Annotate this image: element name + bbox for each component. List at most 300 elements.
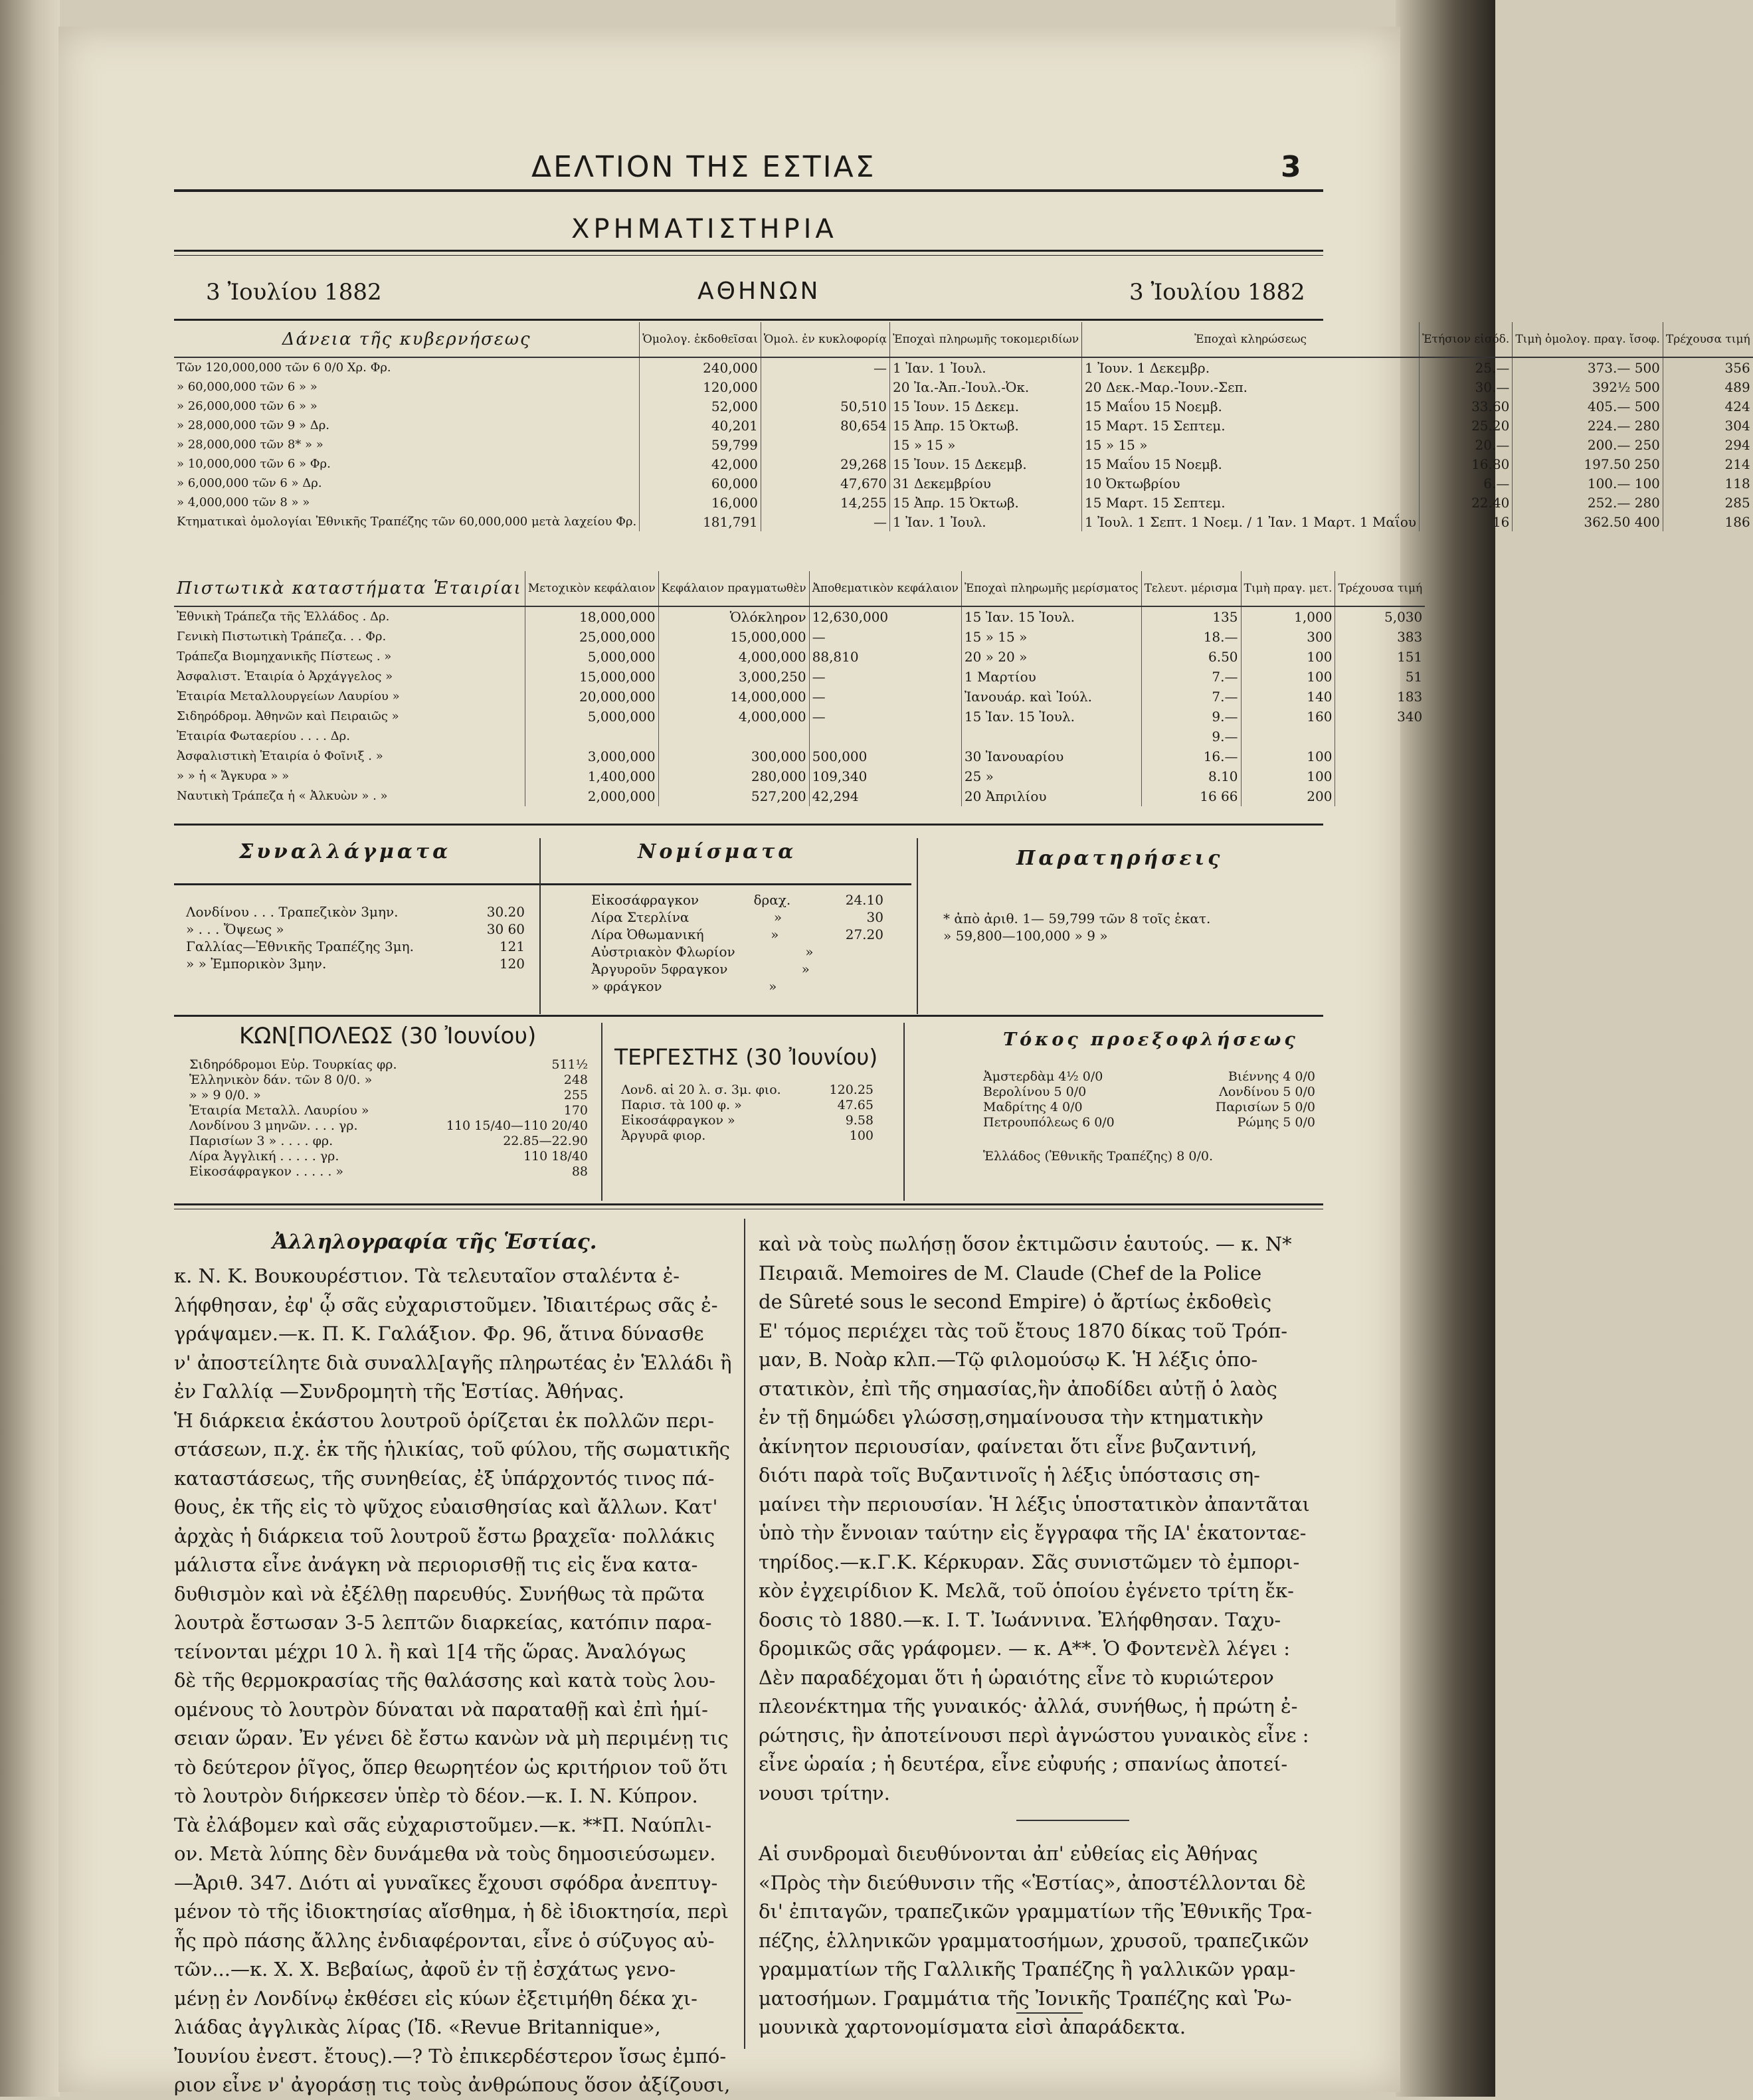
coins-list (591, 891, 883, 995)
item-label: » » 9 0/0. » (189, 1088, 261, 1102)
item-value: Βιέννης 4 0/0 (1228, 1069, 1315, 1084)
item-label: Λονδίνου . . . Τραπεζικὸν 3μην. (186, 904, 399, 920)
table-row (174, 474, 1753, 493)
text-line: Ἰουνίου ἐνεστ. ἔτους).—? Τὸ ἐπικερδέστερον ἴσως ἐμπό- (174, 2044, 727, 2067)
table-cell: 1 Ἰαν. 1 Ἰουλ. (890, 357, 1082, 377)
exchange-rates (186, 903, 525, 972)
item-label: Μαδρίτης 4 0/0 (983, 1100, 1083, 1114)
text-line: κ. Ν. Κ. Βουκουρέστιον. Τὰ τελευταῖον σταλέντα ἐ- (174, 1265, 680, 1287)
item-value: 120 (499, 956, 525, 972)
exchange-rate-row (186, 920, 525, 938)
item-label: Λίρα Ὀθωμανική (591, 926, 704, 942)
table-cell: — (761, 512, 889, 531)
text-line: καὶ νὰ τοὺς πωλήσῃ ὅσον ἐκτιμῶσιν ἑαυτούς. — κ. Ν* (759, 1233, 1292, 1255)
table-cell: 197.50 250 (1513, 454, 1663, 474)
item-label: Γαλλίας—Ἐθνικῆς Τραπέζης 3μη. (186, 938, 414, 954)
table-row (174, 435, 1753, 454)
table-cell: 489 (1663, 377, 1752, 396)
exchange-rates-title: Συναλλάγματα (239, 840, 452, 863)
table-cell: — (809, 707, 961, 727)
quote-row (621, 1113, 874, 1128)
table-cell: » 6,000,000 τῶν 6 » Δρ. (177, 476, 322, 490)
table-row (174, 454, 1753, 474)
book-spine (0, 0, 60, 2097)
table-cell: 20.— (1420, 435, 1513, 454)
table-cell: 8.10 (1141, 766, 1241, 786)
table-cell (761, 435, 889, 454)
column-header: Τιμὴ ὁμολογ. πραγ. ἴσοφ. (1513, 322, 1663, 357)
text-line: τῶν...—κ. Χ. Χ. Βεβαίως, ἀφοῦ ἐν τῇ ἐσχάτως γενο- (174, 1958, 676, 1980)
text-line: δοσις τὸ 1880.—κ. Ι. Τ. Ἰωάννινα. Ἐλήφθησαν. Ταχυ- (759, 1608, 1281, 1631)
table-cell: » 60,000,000 τῶν 6 » » (177, 379, 318, 394)
text-line: θους, ἐκ τῆς εἰς τὸ ψῦχος εὐαισθησίας καὶ ἄλλων. Κατ' (174, 1496, 718, 1518)
trieste-list (621, 1083, 874, 1144)
table-cell: 60,000 (640, 474, 761, 493)
table-header-row (174, 571, 1425, 606)
table-cell: 1 Ἰουλ. 1 Σεπτ. 1 Νοεμ. / 1 Ἰαν. 1 Μαρτ. 1 Μαΐου (1082, 512, 1420, 531)
table-cell: 33.60 (1420, 396, 1513, 416)
text-line: Ἡ διάρκεια ἑκάστου λουτροῦ ὁρίζεται ἐκ πολλῶν περι- (174, 1409, 714, 1432)
text-line: Τὰ ἐλάβομεν καὶ σᾶς εὐχαριστοῦμεν.—κ. **Π. Ναύπλι- (174, 1813, 712, 1836)
table-cell: 20 Ἰα.-Ἀπ.-Ἰουλ.-Ὀκ. (890, 377, 1082, 396)
table-cell: 20 » 20 » (961, 647, 1141, 667)
table-cell: 25 » (961, 766, 1141, 786)
item-value: 121 (499, 938, 525, 954)
table-cell: — (809, 687, 961, 707)
discount-footer: Ἑλλάδος (Ἐθνικῆς Τραπέζης) 8 0/0. (983, 1149, 1213, 1164)
table-cell: Ἀσφαλιστικὴ Ἑταιρία ὁ Φοῖνιξ . » (177, 749, 383, 763)
text-line: τείνονται μέχρι 10 λ. ἢ καὶ 1[4 τῆς ὥρας. Ἀναλόγως (174, 1640, 686, 1663)
quote-row (189, 1149, 588, 1164)
text-line: ἀρχὰς ἡ διάρκεια τοῦ λουτροῦ ἔστω βραχεῖα· πολλάκις (174, 1524, 715, 1547)
text-line: νουσι τρίτην. (759, 1781, 890, 1804)
table-cell: 4,000,000 (658, 707, 809, 727)
quote-row (189, 1103, 588, 1118)
table-cell: 285 (1663, 493, 1752, 512)
table-cell: 40,201 (640, 416, 761, 435)
rule (174, 255, 1323, 256)
item-value: 30.20 (486, 904, 525, 920)
item-label: Λίρα Στερλίνα (591, 909, 690, 925)
table-cell: 25.— (1420, 357, 1513, 377)
date-left: 3 Ἰουλίου 1882 (206, 279, 382, 306)
note-line: » 59,800—100,000 » 9 » (943, 928, 1108, 944)
divider (601, 1023, 602, 1201)
table-cell: 1,000 (1241, 606, 1335, 627)
item-value: δραχ. (753, 892, 791, 908)
table-cell (809, 727, 961, 746)
table-cell (961, 727, 1141, 746)
table-cell: 3,000,250 (658, 667, 809, 687)
table-cell: 280,000 (658, 766, 809, 786)
item-value: 110 15/40—110 20/40 (446, 1118, 588, 1133)
table-row (174, 377, 1753, 396)
note-line: * ἀπὸ ἀριθ. 1— 59,799 τῶν 8 τοῖς ἑκατ. (943, 911, 1211, 926)
discount-title: Τόκος προεξοφλήσεως (1003, 1029, 1299, 1050)
text-line: Δὲν παραδέχομαι ὅτι ἡ ὡραιότης εἶνε τὸ κυριώτερον (759, 1666, 1274, 1689)
table-cell: 224.— 280 (1513, 416, 1663, 435)
text-line: δυθισμὸν καὶ νὰ ἐξέλθῃ παρευθύς. Συνήθως τὰ πρῶτα (174, 1582, 705, 1605)
text-line: γραμματίων τῆς Γαλλικῆς Τραπέζης ἢ γαλλικῶν γραμ- (759, 1958, 1296, 1980)
text-line: ρώτησις, ἣν ἀποτείνουσι περὶ ἀγνώστου γυναικὸς εἶνε : (759, 1723, 1309, 1747)
table-row (174, 746, 1425, 766)
column-divider (744, 1219, 745, 2049)
table-cell: — (761, 357, 889, 377)
item-label: Σιδηρόδρομοι Εὐρ. Τουρκίας φρ. (189, 1057, 397, 1072)
text-line: τὸ λουτρὸν διήρκεσεν ὑπὲρ τὸ δέον.—κ. Ι. Ν. Κύπρον. (174, 1785, 698, 1807)
table-cell: 16 66 (1141, 786, 1241, 806)
table-cell: 15 Μαΐου 15 Νοεμβ. (1082, 454, 1420, 474)
table-cell: Τράπεζα Βιομηχανικῆς Πίστεως . » (177, 650, 392, 663)
table-cell: 500,000 (809, 746, 961, 766)
table-cell: 527,200 (658, 786, 809, 806)
coin-row (591, 943, 883, 960)
table-cell: 50,510 (761, 396, 889, 416)
table-cell: 15 Ἰαν. 15 Ἰουλ. (961, 707, 1141, 727)
item-value: 30 (866, 909, 883, 925)
item-value: 9.58 (845, 1113, 874, 1128)
table-title-header: Δάνεια τῆς κυβερνήσεως (174, 322, 640, 357)
table-row (174, 357, 1753, 377)
text-line: μουνικὰ χαρτονομίσματα εἰσὶ ἀπαράδεκτα. (759, 2016, 1186, 2038)
coins-title: Νομίσματα (638, 840, 797, 863)
text-line: λουτρὰ ἔστωσαν 3-5 λεπτῶν διαρκείας, κατόπιν παρα- (174, 1611, 712, 1634)
item-label: Αὐστριακὸν Φλωρίον (591, 944, 735, 960)
table-cell: 120,000 (640, 377, 761, 396)
item-label: Ἀργυροῦν 5φραγκον (591, 961, 728, 977)
table-row (174, 493, 1753, 512)
table-cell: 3,000,000 (525, 746, 658, 766)
text-line: μαίνει τὴν περιουσίαν. Ἡ λέξις ὑποστατικὸν ἀπαντᾶται (759, 1492, 1310, 1516)
table-cell (658, 727, 809, 746)
table-cell: 294 (1663, 435, 1752, 454)
column-header: Ἐποχαὶ πληρωμῆς τοκομεριδίων (890, 322, 1082, 357)
item-label: Βερολίνου 5 0/0 (983, 1085, 1087, 1099)
table-cell: 118 (1663, 474, 1752, 493)
table-cell: 18.— (1141, 627, 1241, 647)
discount-list (983, 1069, 1315, 1130)
text-line: μάλιστα εἶνε ἀνάγκη νὰ περιορισθῇ τις εἰς ἕνα κατα- (174, 1553, 698, 1576)
divider (539, 838, 541, 1014)
page-number: 3 (1281, 150, 1301, 184)
quote-row (621, 1083, 874, 1098)
table-cell (1335, 786, 1425, 806)
text-line: μένῃ ἐν Λονδίνῳ ἐκθέσει εἰς κύων ἐξετιμήθη δέκα χι- (174, 1986, 697, 2010)
table-cell: 1 Ἰαν. 1 Ἰουλ. (890, 512, 1082, 531)
item-label: Παρισίων 3 » . . . . φρ. (189, 1134, 333, 1148)
column-header: Ὁμολ. ἐν κυκλοφορίᾳ (761, 322, 889, 357)
quote-row (621, 1098, 874, 1113)
item-label: Ἑλληνικὸν δάν. τῶν 8 0/0. » (189, 1073, 373, 1087)
section-title: ΧΡΗΜΑΤΙΣΤΗΡΙΑ (571, 214, 838, 244)
item-value: » (805, 944, 814, 960)
divider (903, 1023, 905, 1201)
table-row (174, 727, 1425, 746)
item-value: 88 (571, 1164, 588, 1179)
table-cell: 300 (1241, 627, 1335, 647)
table-cell: » 26,000,000 τῶν 6 » » (177, 398, 318, 413)
table-cell (1241, 727, 1335, 746)
table-cell: 1,400,000 (525, 766, 658, 786)
text-line: Αἱ συνδρομαὶ διευθύνονται ἀπ' εὐθείας εἰς Ἀθήνας (759, 1842, 1258, 1865)
item-value: Παρισίων 5 0/0 (1215, 1100, 1315, 1114)
item-label: Λονδ. αἱ 20 λ. σ. 3μ. φιο. (621, 1083, 781, 1097)
companies-table (174, 571, 1425, 806)
notes-list (943, 910, 1309, 944)
table-cell: 80,654 (761, 416, 889, 435)
table-cell: » 4,000,000 τῶν 8 » » (177, 495, 310, 509)
quote-row (189, 1134, 588, 1149)
table-cell: 15 » 15 » (1082, 435, 1420, 454)
item-label: » φράγκον (591, 978, 662, 994)
column-header: Τιμὴ πραγ. μετ. (1241, 571, 1335, 606)
table-cell: 15 Ἰουν. 15 Δεκεμ. (890, 396, 1082, 416)
table-cell: 200 (1241, 786, 1335, 806)
correspondence-left-column (174, 1262, 732, 2100)
table-cell: 10 Ὀκτωβρίου (1082, 474, 1420, 493)
item-label: Πετρουπόλεως 6 0/0 (983, 1115, 1115, 1130)
column-header: Ἀποθεματικὸν κεφάλαιον (809, 571, 961, 606)
discount-row (983, 1085, 1315, 1100)
table-cell: 214 (1663, 454, 1752, 474)
rule (174, 1015, 1323, 1017)
subscription-notice (759, 1840, 1323, 2042)
table-cell: Ἑταιρία Μεταλλουργείων Λαυρίου » (177, 689, 400, 703)
table-cell: Ἐθνικὴ Τράπεζα τῆς Ἑλλάδος . Δρ. (177, 610, 390, 624)
text-line: μένον τὸ τῆς ἰδιοκτησίας αἴσθημα, ἡ δὲ ἰδιοκτησία, περὶ (174, 1900, 729, 1923)
table-cell: 392½ 500 (1513, 377, 1663, 396)
table-title-header: Πιστωτικὰ καταστήματα Ἑταιρίαι (174, 571, 525, 606)
text-line: δρομικῶς σᾶς γράφομεν. — κ. Α**. Ὁ Φοντενὲλ λέγει : (759, 1637, 1291, 1660)
text-line: τὸ δεύτερον ῥῖγος, ὅπερ θεωρητέον ὡς κριτήριον τοῦ ὅτι (174, 1755, 728, 1779)
item-value: 100 (849, 1128, 874, 1143)
table-cell: 100 (1241, 766, 1335, 786)
table-row (174, 707, 1425, 727)
table-row (174, 512, 1753, 531)
table-row (174, 687, 1425, 707)
text-line: κὸν ἐγχειρίδιον Κ. Μελᾶ, τοῦ ὁποίου ἐγένετο τρίτη ἔκ- (759, 1579, 1294, 1602)
discount-row (983, 1100, 1315, 1115)
item-label: Ἑταιρία Μεταλλ. Λαυρίου » (189, 1103, 369, 1118)
table-cell: 18,000,000 (525, 606, 658, 627)
exchange-rate-row (186, 955, 525, 972)
item-value: 170 (563, 1103, 588, 1118)
table-cell: 373.— 500 (1513, 357, 1663, 377)
table-cell: 100 (1241, 667, 1335, 687)
divider (917, 838, 918, 1014)
table-cell: » 28,000,000 τῶν 8* » » (177, 437, 323, 452)
column-header: Τρέχουσα τιμή (1335, 571, 1425, 606)
column-header: Ὁμολογ. ἐκδοθεῖσαι (640, 322, 761, 357)
notes-title: Παρατηρήσεις (1016, 847, 1224, 870)
text-line: δι' ἐπιταγῶν, τραπεζικῶν γραμματίων τῆς Ἐθνικῆς Τρα- (759, 1900, 1313, 1923)
table-cell: Ἀσφαλιστ. Ἑταιρία ὁ Ἀρχάγγελος » (177, 669, 393, 683)
table-cell: 30 Ἰανουαρίου (961, 746, 1141, 766)
item-value: Λονδίνου 5 0/0 (1219, 1085, 1315, 1099)
table-cell: 15,000,000 (658, 627, 809, 647)
item-value: » (773, 909, 783, 925)
item-label: Λίρα Ἀγγλική . . . . . γρ. (189, 1149, 339, 1164)
table-cell: 7.— (1141, 687, 1241, 707)
quote-row (189, 1118, 588, 1134)
rule (1016, 2012, 1083, 2014)
coin-row (591, 909, 883, 926)
text-line: ἀκίνητον περιουσίαν, φαίνεται ὅτι εἶνε βυζαντινή, (759, 1435, 1257, 1458)
coin-row (591, 960, 883, 978)
table-cell: » 10,000,000 τῶν 6 » Φρ. (177, 456, 331, 471)
table-cell: 109,340 (809, 766, 961, 786)
correspondence-right-column (759, 1230, 1323, 1808)
item-value: Ρώμης 5 0/0 (1237, 1115, 1315, 1130)
table-cell: 47,670 (761, 474, 889, 493)
text-line: πλεονέκτημα τῆς γυναικός· ἀλλά, συνήθως, ἡ πρώτη ἐ- (759, 1695, 1298, 1717)
exchange-rate-row (186, 938, 525, 955)
item-label: Ἀργυρᾶ φιορ. (621, 1128, 706, 1143)
column-header: Ἐτήσιον εἰσόδ. (1420, 322, 1513, 357)
rule (174, 319, 1323, 321)
text-line: στάσεων, π.χ. ἐκ τῆς ἡλικίας, τοῦ φύλου, τῆς σωματικῆς (174, 1438, 731, 1460)
quote-row (189, 1057, 588, 1073)
text-line: τηρίδος.—κ.Γ.Κ. Κέρκυραν. Σᾶς συνιστῶμεν τὸ ἐμπορι- (759, 1550, 1300, 1573)
table-cell: 186 (1663, 512, 1752, 531)
item-value: 255 (563, 1088, 588, 1102)
item-value: 110 18/40 (523, 1149, 588, 1164)
constantinople-list (189, 1057, 588, 1180)
table-cell: 9.— (1141, 727, 1241, 746)
exchange-city: ΑΘΗΝΩΝ (697, 278, 821, 305)
table-cell: 16 (1420, 512, 1513, 531)
table-cell: 15 Μαρτ. 15 Σεπτεμ. (1082, 416, 1420, 435)
table-cell: 25,000,000 (525, 627, 658, 647)
running-header: ΔΕΛΤΙΟΝ ΤΗΣ ΕΣΤΙΑΣ (531, 150, 876, 184)
text-line: γράψαμεν.—κ. Π. Κ. Γαλάξιον. Φρ. 96, ἅτινα δύνασθε (174, 1322, 704, 1345)
text-line: ἧς πρὸ πάσης ἄλλης ἐνδιαφέρονται, εἶνε ὁ σύζυγος αὐ- (174, 1929, 715, 1952)
item-value: » (769, 978, 777, 994)
item-value: 27.20 (845, 926, 883, 942)
table-header-row (174, 322, 1753, 357)
table-cell: 20 Ἀπριλίου (961, 786, 1141, 806)
table-cell: 30.— (1420, 377, 1513, 396)
table-cell (525, 727, 658, 746)
text-line: πέζης, ἑλληνικῶν γραμματοσήμων, χρυσοῦ, τραπεζικῶν (759, 1929, 1309, 1952)
table-cell: 15 » 15 » (890, 435, 1082, 454)
table-row (174, 667, 1425, 687)
table-cell: 5,030 (1335, 606, 1425, 627)
table-cell: 340 (1335, 707, 1425, 727)
table-cell (1335, 746, 1425, 766)
table-cell (1335, 766, 1425, 786)
table-cell: 252.— 280 (1513, 493, 1663, 512)
table-cell: 424 (1663, 396, 1752, 416)
text-line: ριον εἶνε ν' ἀγοράσῃ τις τοὺς ἀνθρώπους ὅσον ἀξίζουσι, (174, 2073, 731, 2096)
table-cell: 100 (1241, 647, 1335, 667)
item-label: Εἰκοσάφραγκον (591, 892, 699, 908)
item-value: 47.65 (837, 1098, 874, 1112)
table-cell: 1 Ἰουν. 1 Δεκεμβρ. (1082, 357, 1420, 377)
coin-row (591, 926, 883, 943)
table-cell: 6.— (1420, 474, 1513, 493)
table-cell: Γενικὴ Πιστωτικὴ Τράπεζα. . . Φρ. (177, 630, 387, 644)
correspondence-title: Ἀλληλογραφία τῆς Ἑστίας. (272, 1230, 597, 1254)
table-cell: 5,000,000 (525, 647, 658, 667)
table-cell: 140 (1241, 687, 1335, 707)
table-cell: 29,268 (761, 454, 889, 474)
table-cell: Ἰανουάρ. καὶ Ἰούλ. (961, 687, 1141, 707)
item-label: Λονδίνου 3 μηνῶν. . . . γρ. (189, 1118, 358, 1133)
table-cell: 4,000,000 (658, 647, 809, 667)
table-cell: 304 (1663, 416, 1752, 435)
text-line: ματοσήμων. Γραμμάτια τῆς Ἰονικῆς Τραπέζης καὶ Ῥω- (759, 1986, 1292, 2010)
table-row (174, 606, 1425, 627)
text-line: «Πρὸς τὴν διεύθυνσιν τῆς «Ἑστίας», ἀποστέλλονται δὲ (759, 1871, 1306, 1894)
table-cell: 15 Ἰουν. 15 Δεκεμβ. (890, 454, 1082, 474)
rule (1016, 1820, 1129, 1821)
table-cell: 31 Δεκεμβρίου (890, 474, 1082, 493)
table-cell: 20 Δεκ.-Μαρ.-Ἰουν.-Σεπ. (1082, 377, 1420, 396)
table-cell: 15 Μαρτ. 15 Σεπτεμ. (1082, 493, 1420, 512)
item-value: 248 (563, 1073, 588, 1087)
text-line: Ε' τόμος περιέχει τὰς τοῦ ἔτους 1870 δίκας τοῦ Τρόπ- (759, 1319, 1288, 1342)
quote-row (189, 1164, 588, 1180)
discount-row (983, 1069, 1315, 1085)
table-row (174, 627, 1425, 647)
item-value: 30 60 (486, 921, 525, 937)
table-cell: 6.50 (1141, 647, 1241, 667)
item-label: Παρισ. τὰ 100 φ. » (621, 1098, 742, 1112)
table-cell: 181,791 (640, 512, 761, 531)
column-header: Ἐποχαὶ κληρώσεως (1082, 322, 1420, 357)
table-cell: 383 (1335, 627, 1425, 647)
quote-row (189, 1088, 588, 1103)
text-line: σειαν ὥραν. Ἐν γένει δὲ ἔστω κανὼν νὰ μὴ περιμένῃ τις (174, 1727, 729, 1749)
table-cell: 160 (1241, 707, 1335, 727)
table-row (174, 647, 1425, 667)
table-cell: 12,630,000 (809, 606, 961, 627)
table-cell: 42,000 (640, 454, 761, 474)
table-cell: 16.— (1141, 746, 1241, 766)
text-line: ομένους τὸ λουτρὸν δύναται νὰ παραταθῇ καὶ ἐπὶ ἡμί- (174, 1698, 708, 1721)
table-cell: 25.20 (1420, 416, 1513, 435)
item-label: Εἰκοσάφραγκον » (621, 1113, 735, 1128)
table-cell: 52,000 (640, 396, 761, 416)
table-cell: Τῶν 120,000,000 τῶν 6 0/0 Χρ. Φρ. (177, 360, 391, 375)
coin-row (591, 891, 883, 909)
loans-table (174, 322, 1753, 531)
trieste-title: ΤΕΡΓΕΣΤΗΣ (30 Ἰουνίου) (614, 1044, 878, 1070)
text-line: ἐν τῇ δημώδει γλώσσῃ,σημαίνουσα τὴν κτηματικὴν (759, 1406, 1264, 1429)
rule (174, 824, 1323, 826)
table-cell: 183 (1335, 687, 1425, 707)
exchange-rate-row (186, 903, 525, 920)
table-cell: 88,810 (809, 647, 961, 667)
page-edge (1396, 0, 1495, 2097)
item-value: » (771, 926, 779, 942)
coin-row (591, 978, 883, 995)
text-line: διότι παρὰ τοῖς Βυζαντινοῖς ἡ λέξις ὑπόστασις ση- (759, 1464, 1260, 1486)
table-cell: 356 (1663, 357, 1752, 377)
text-line: de Sûreté sous le second Empire) ὁ ἄρτίως ἐκδοθεὶς (759, 1290, 1272, 1313)
table-cell: 15,000,000 (525, 667, 658, 687)
table-cell (1335, 727, 1425, 746)
table-cell: 16,000 (640, 493, 761, 512)
table-cell: Σιδηρόδρομ. Ἀθηνῶν καὶ Πειραιῶς » (177, 709, 399, 723)
date-right: 3 Ἰουλίου 1882 (1129, 279, 1305, 306)
item-label: Ἀμστερδὰμ 4½ 0/0 (983, 1069, 1103, 1084)
column-header: Μετοχικὸν κεφάλαιον (525, 571, 658, 606)
item-value: 120.25 (829, 1083, 874, 1097)
column-header: Κεφάλαιον πραγματωθὲν (658, 571, 809, 606)
table-cell: 15 Μαΐου 15 Νοεμβ. (1082, 396, 1420, 416)
